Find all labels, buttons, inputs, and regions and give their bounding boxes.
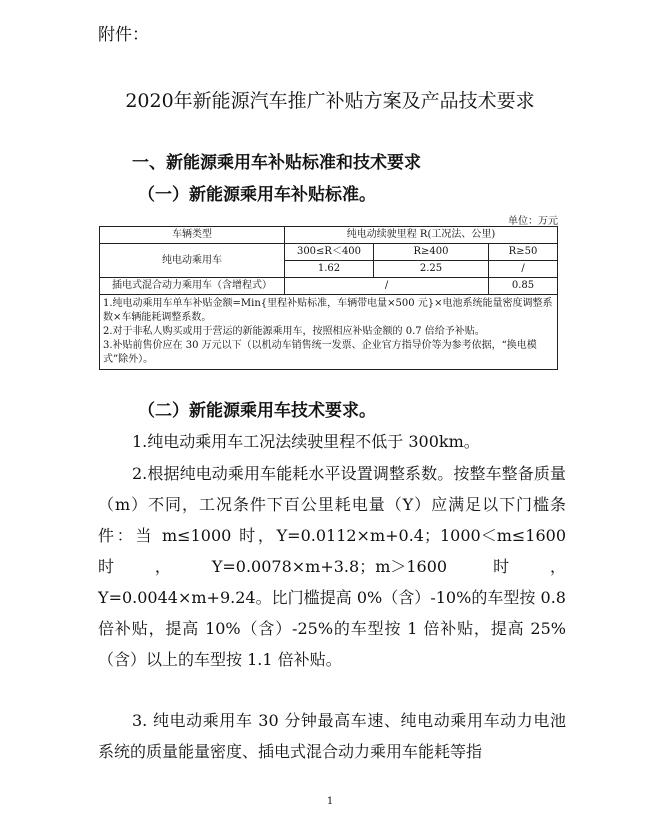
table-notes-row xyxy=(100,295,558,370)
table-range-band: R≥50 xyxy=(489,244,558,261)
attachment-label: 附件： xyxy=(98,25,149,45)
table-header-row xyxy=(100,227,558,244)
table-range-band: R≥400 xyxy=(374,244,489,261)
table-note: 2.对于非私人购买或用于营运的新能源乘用车，按照相应补贴金额的 0.7 倍给予补贴。 xyxy=(103,326,485,337)
table-cell-value: 0.85 xyxy=(489,278,558,295)
table-cell-value: 1.62 xyxy=(285,261,374,278)
subsection-heading-requirements: （二）新能源乘用车技术要求。 xyxy=(138,401,376,421)
unit-label: 单位：万元 xyxy=(508,216,558,227)
paragraph-energy-consumption: 2.根据纯电动乘用车能耗水平设置调整系数。按整车整备质量（m）不同，工况条件下百公里耗电量（Y）应满足以下门槛条件：当 m≤1000 时，Y=0.0112×m+0.4；1000＜m≤1600 时，Y=0.0078×m+3.8；m＞1600 时，Y=0.0044×m+9.24。比门槛提高 0%（含）-10%的车型按 0.8 倍补贴，提高 10%（含）-25%的车型按 1 倍补贴，提高 25%（含）以上的车型按 1.1 倍补贴。 xyxy=(98,464,566,669)
table-cell-value: / xyxy=(285,278,489,295)
table-notes xyxy=(100,295,558,370)
page-number: 1 xyxy=(326,796,334,807)
table-cell-value: 2.25 xyxy=(374,261,489,278)
table-range-band: 300≤R＜400 xyxy=(285,244,374,261)
table-note: 3.补贴前售价应在 30 万元以下（以机动车销售统一发票、企业官方指导价等为参考依据，“换电模式”除外）。 xyxy=(103,340,537,365)
subsidy-table xyxy=(99,226,558,370)
subsection-heading-standards: （一）新能源乘用车补贴标准。 xyxy=(138,185,376,205)
table-row-bands xyxy=(100,244,558,261)
table-cell-value: / xyxy=(489,261,558,278)
table-row-phev-label: 插电式混合动力乘用车（含增程式） xyxy=(100,278,285,295)
section-heading: 一、新能源乘用车补贴标准和技术要求 xyxy=(132,153,421,173)
paragraph-speed-density: 3. 纯电动乘用车 30 分钟最高车速、纯电动乘用车动力电池系统的质量能量密度、插电式混合动力乘用车能耗等指 xyxy=(98,711,566,761)
table-row-bev-label: 纯电动乘用车 xyxy=(100,244,285,278)
table-header-vehicle-type: 车辆类型 xyxy=(100,227,285,244)
paragraph-range-requirement: 1.纯电动乘用车工况法续驶里程不低于 300km。 xyxy=(132,432,480,451)
document-title: 2020年新能源汽车推广补贴方案及产品技术要求 xyxy=(125,90,535,112)
table-row-phev xyxy=(100,278,558,295)
table-header-range: 纯电动续驶里程 R(工况法、公里) xyxy=(285,227,558,244)
table-note: 1.纯电动乘用车单车补贴金额=Min{里程补贴标准，车辆带电量×500 元}×电池系统能量密度调整系数×车辆能耗调整系数。 xyxy=(103,298,553,323)
